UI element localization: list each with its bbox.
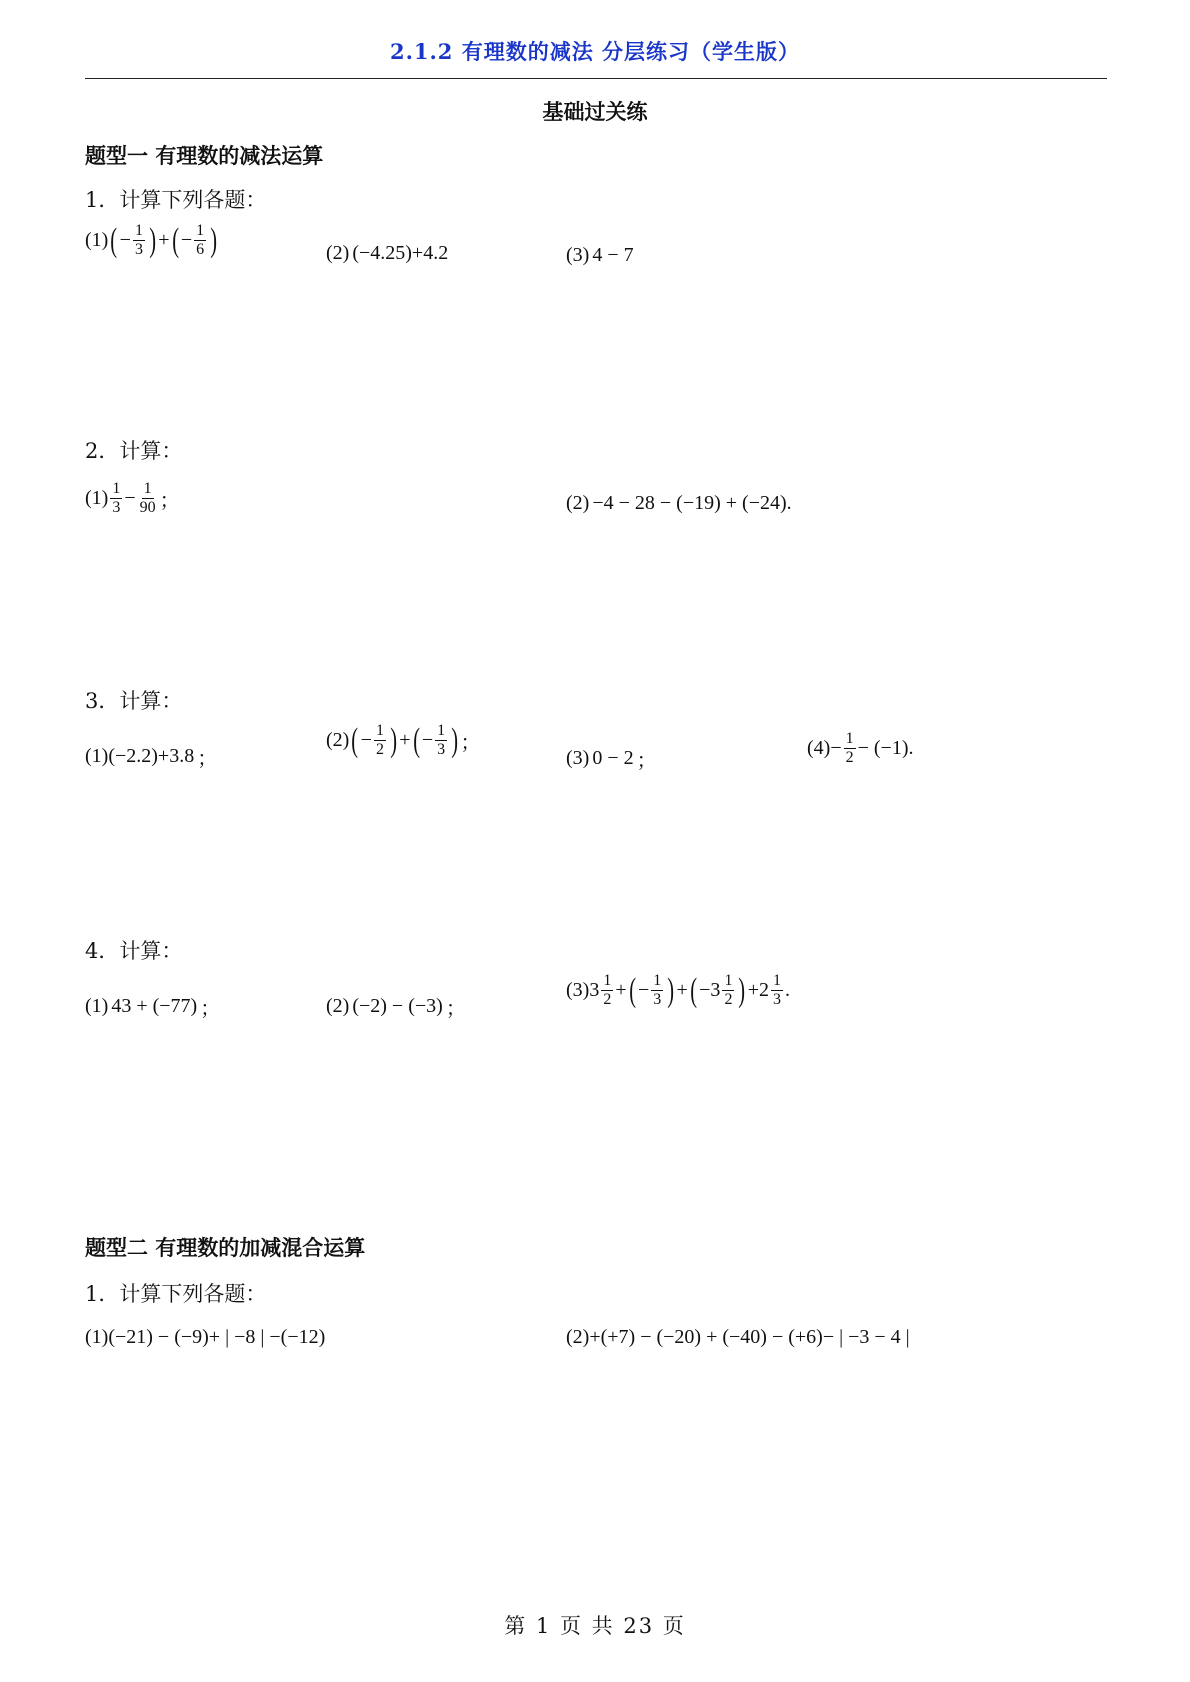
part-label: (3) <box>566 979 590 1002</box>
denominator: 2 <box>375 741 384 759</box>
q5-part-2 <box>566 1326 910 1349</box>
minus-sign: − <box>124 487 136 510</box>
fraction <box>194 222 206 260</box>
plus-sign: + <box>615 979 627 1002</box>
part-label: (2) <box>326 242 350 264</box>
question-3-text: 3．计算： <box>85 689 183 713</box>
plus-sign: + <box>158 229 170 252</box>
numerator: 1 <box>110 480 122 499</box>
denominator: 3 <box>134 241 143 259</box>
left-paren: ( <box>628 971 636 1009</box>
punctuation: ； <box>197 748 218 770</box>
denominator: 3 <box>112 499 121 517</box>
part-label: (1) <box>85 229 109 252</box>
expression: −4 − 28 − (−19) + (−24) <box>592 492 787 514</box>
q1-part-2 <box>326 242 448 265</box>
part-label: (1) <box>85 995 109 1017</box>
q1-part-1 <box>85 222 219 260</box>
whole-number: −3 <box>699 979 721 1002</box>
right-paren: ) <box>390 721 397 759</box>
denominator: 6 <box>196 241 205 259</box>
minus-sign: − <box>830 737 842 760</box>
part-label: (2) <box>326 729 350 752</box>
q2-part-1 <box>85 480 180 518</box>
part-label: (3) <box>566 244 590 266</box>
question-4-text: 4．计算： <box>85 939 183 963</box>
minus-sign: − <box>119 229 131 252</box>
denominator: 3 <box>437 741 446 759</box>
numerator: 1 <box>651 972 663 991</box>
left-paren: ( <box>690 971 697 1009</box>
numerator: 1 <box>194 222 206 241</box>
whole-number: 3 <box>589 979 600 1002</box>
denominator: 2 <box>845 749 854 767</box>
punctuation: ； <box>636 750 657 772</box>
expression: 4 − 7 <box>592 244 634 266</box>
q1-part-3 <box>566 244 634 267</box>
part-label: (1) <box>85 487 109 510</box>
part-label: (1) <box>85 1326 109 1348</box>
numerator: 1 <box>722 972 734 991</box>
punctuation: ； <box>200 998 221 1020</box>
numerator: 1 <box>142 480 154 499</box>
numerator: 1 <box>133 222 145 241</box>
q3-part-2 <box>326 722 480 760</box>
fraction <box>771 972 783 1010</box>
plus-sign: + <box>676 979 688 1002</box>
punctuation: ； <box>445 998 466 1020</box>
denominator: 2 <box>603 991 612 1009</box>
minus-sign: − <box>180 229 193 252</box>
q3-part-1 <box>85 742 217 771</box>
expression: (−2.2)+3.8 <box>108 745 195 767</box>
fraction <box>651 972 663 1010</box>
fraction <box>844 730 856 768</box>
fraction <box>374 722 386 760</box>
q4-part-3 <box>566 972 790 1010</box>
right-paren: ) <box>149 221 156 259</box>
part-label: (4) <box>807 737 831 760</box>
q4-part-1 <box>85 992 220 1021</box>
whole-number: 2 <box>759 979 770 1002</box>
section-title: 基础过关练 <box>542 99 648 124</box>
minus-sign: − <box>360 729 372 752</box>
punctuation: . <box>785 979 791 1002</box>
part-label: (2) <box>566 1326 590 1348</box>
punctuation: . <box>908 737 914 760</box>
part-label: (2) <box>566 492 590 514</box>
page-footer: 第 1 页 共 23 页 <box>504 1614 686 1638</box>
right-paren: ) <box>738 971 746 1009</box>
plus-sign: + <box>747 979 760 1002</box>
fraction <box>133 222 145 260</box>
page-title: 2.1.2 有理数的减法 分层练习（学生版） <box>389 39 801 64</box>
question-5-text: 1．计算下列各题： <box>85 1282 267 1306</box>
fraction <box>435 722 447 760</box>
denominator: 3 <box>653 991 662 1009</box>
q3-part-4 <box>807 730 914 768</box>
q5-part-1 <box>85 1326 325 1349</box>
type-heading-1: 题型一 有理数的减法运算 <box>85 143 324 168</box>
minus-sign: − <box>421 729 434 752</box>
part-label: (1) <box>85 745 109 767</box>
denominator: 90 <box>139 499 156 517</box>
numerator: 1 <box>435 722 447 741</box>
expression: +(+7) − (−20) + (−40) − (+6)− | −3 − 4 | <box>589 1326 910 1348</box>
punctuation: ； <box>159 490 180 513</box>
numerator: 1 <box>771 972 783 991</box>
denominator: 2 <box>724 991 733 1009</box>
right-paren: ) <box>667 971 675 1009</box>
question-2-text: 2．计算： <box>85 439 183 463</box>
right-paren: ) <box>210 221 218 259</box>
fraction <box>601 972 613 1010</box>
numerator: 1 <box>374 722 386 741</box>
punctuation: . <box>786 492 792 514</box>
left-paren: ( <box>351 721 359 759</box>
numerator: 1 <box>844 730 856 749</box>
numerator: 1 <box>601 972 613 991</box>
expression: (−21) − (−9)+ | −8 | −(−12) <box>108 1326 326 1348</box>
denominator: 3 <box>773 991 782 1009</box>
right-paren: ) <box>451 721 459 759</box>
expression: 43 + (−77) <box>111 995 198 1017</box>
part-label: (3) <box>566 747 590 769</box>
plus-sign: + <box>399 729 411 752</box>
type-heading-2: 题型二 有理数的加减混合运算 <box>85 1235 366 1260</box>
q2-part-2 <box>566 492 792 515</box>
minus-sign: − <box>637 979 650 1002</box>
question-1-text: 1．计算下列各题： <box>85 188 267 212</box>
expression: − (−1) <box>857 737 909 760</box>
fraction <box>138 480 158 518</box>
expression: (−2) − (−3) <box>352 995 443 1017</box>
q4-part-2 <box>326 992 466 1021</box>
left-paren: ( <box>171 221 179 259</box>
punctuation: ； <box>460 732 481 755</box>
part-label: (2) <box>326 995 350 1017</box>
fraction <box>110 480 122 518</box>
expression: 0 − 2 <box>592 747 634 769</box>
left-paren: ( <box>110 221 118 259</box>
q3-part-3 <box>566 744 657 773</box>
fraction <box>722 972 734 1010</box>
left-paren: ( <box>412 721 420 759</box>
expression: (−4.25)+4.2 <box>352 242 449 264</box>
header-rule <box>85 78 1107 79</box>
